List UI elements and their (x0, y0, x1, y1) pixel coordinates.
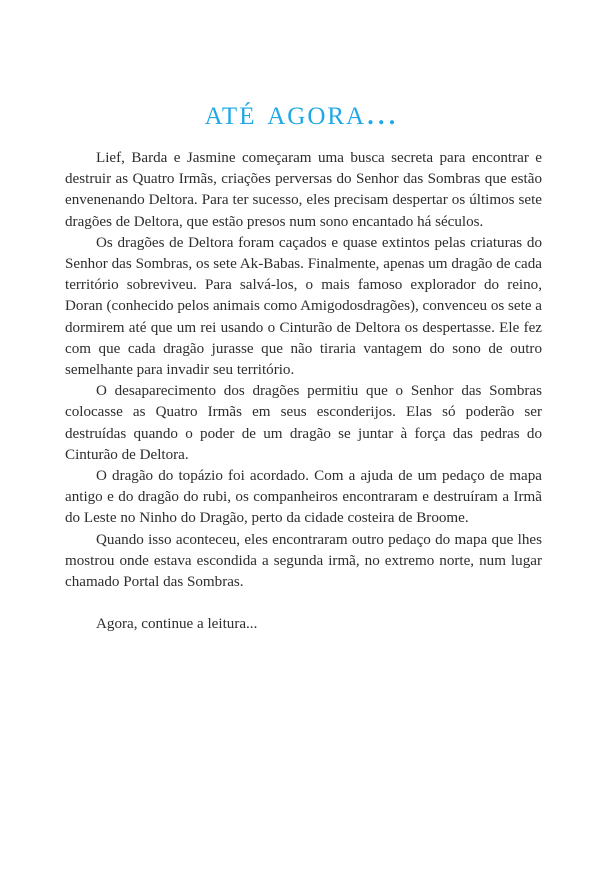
closing-line: Agora, continue a leitura... (96, 616, 258, 633)
paragraph-5: Quando isso aconteceu, eles encontraram outro pedaço do mapa que lhes mostrou onde estava escondida a segunda irmã, no extremo norte, num lugar chamado Portal das Sombras. (65, 531, 542, 591)
body-text-block (65, 148, 542, 636)
page-title: até agora... (204, 93, 399, 133)
paragraph-4: O dragão do topázio foi acordado. Com a ajuda de um pedaço de mapa antigo e do dragão do rubi, os companheiros encontraram e destruíram a Irmã do Leste no Ninho do Dragão, perto da cidade costeira de Broome. (65, 468, 542, 527)
paragraph-1: Lief, Barda e Jasmine começaram uma busca secreta para encontrar e destruir as Quatro Irmãs, criações perversas do Senhor das Sombras que estão envenenando Deltora. Para ter sucesso, eles precisam despertar os últimos sete dragões de Deltora, que estão presos num sono encantado há séculos. (65, 150, 542, 230)
paragraph-3: O desaparecimento dos dragões permitiu que o Senhor das Sombras colocasse as Quatro Irmãs em seus esconderijos. Elas só poderão ser destruídas quando o poder de um dragão se juntar à força das pedras do Cinturão de Deltora. (65, 383, 542, 463)
paragraph-2: Os dragões de Deltora foram caçados e quase extintos pelas criaturas do Senhor das Sombras, os sete Ak-Babas. Finalmente, apenas um dragão de cada território sobreviveu. Para salvá-los, o mais famoso explorador do reino, Doran (conhecido pelos animais como Amigodosdragões), convenceu os sete a dormirem até que um rei usando o Cinturão de Deltora os despertasse. Ele fez com que cada dragão jurasse que não tiraria vantagem do sono de outro semelhante para invadir seu território. (65, 234, 542, 379)
